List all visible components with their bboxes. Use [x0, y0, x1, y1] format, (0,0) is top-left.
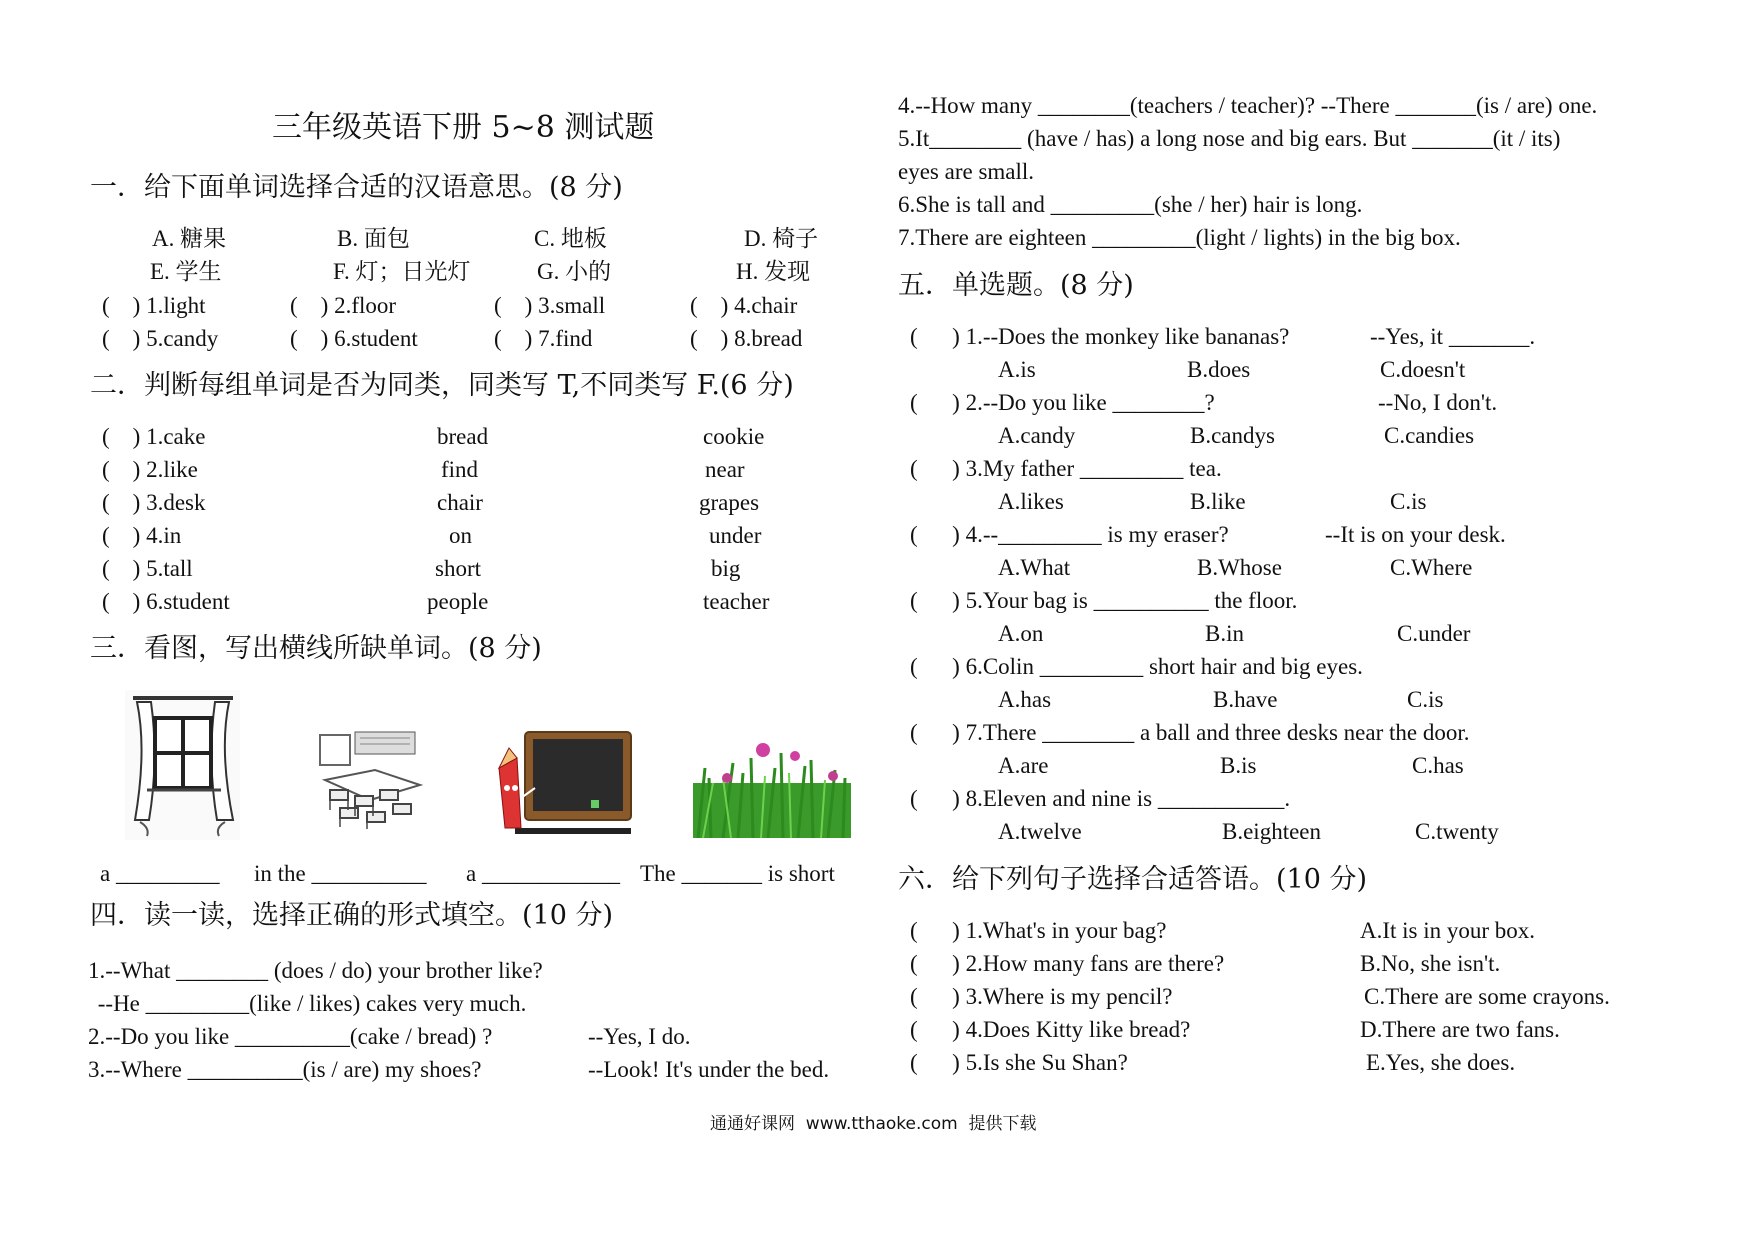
s2-row-word-c: grapes [699, 490, 760, 515]
s1-option-d: D. 椅子 [744, 226, 819, 251]
footer-credit: 通通好课网 www.tthaoke.com 提供下载 [710, 1114, 1037, 1134]
s5-question[interactable]: ( ) 5.Your bag is __________ the floor. [910, 588, 1298, 613]
s2-row-word-a[interactable]: ( ) 2.like [102, 457, 198, 482]
s5-option: A.on [998, 621, 1044, 646]
s1-item[interactable]: ( ) 5.candy [102, 326, 219, 351]
s5-option: C.is [1407, 687, 1444, 712]
page-title: 三年级英语下册 5~8 测试题 [272, 110, 655, 145]
s1-item[interactable]: ( ) 4.chair [690, 293, 798, 318]
s1-option-c: C. 地板 [534, 226, 607, 251]
s2-row-word-b: chair [437, 490, 483, 515]
s5-option: C.under [1397, 621, 1471, 646]
section-1-heading: 一．给下面单词选择合适的汉语意思。(8 分) [90, 172, 623, 203]
s1-option-e: E. 学生 [150, 259, 222, 284]
s2-row-word-b: people [427, 589, 489, 614]
s6-question[interactable]: ( ) 4.Does Kitty like bread? [910, 1017, 1191, 1042]
s6-question[interactable]: ( ) 1.What's in your bag? [910, 918, 1167, 943]
s4-line[interactable]: 7.There are eighteen _________(light / lights) in the big box. [898, 225, 1461, 250]
s5-option: B.in [1205, 621, 1244, 646]
s4-answer: --Yes, I do. [588, 1024, 691, 1049]
s3-caption-blackboard[interactable]: a ____________ [466, 861, 620, 886]
s5-option: C.is [1390, 489, 1427, 514]
window-picture [125, 690, 240, 840]
s2-row-word-c: under [709, 523, 762, 548]
s5-option: A.twelve [998, 819, 1082, 844]
s2-row-word-c: near [705, 457, 745, 482]
s4-line[interactable]: 6.She is tall and _________(she / her) hair is long. [898, 192, 1363, 217]
s5-option: B.have [1213, 687, 1278, 712]
section-5-heading: 五．单选题。(8 分) [898, 270, 1134, 301]
s5-option: B.does [1187, 357, 1251, 382]
s6-question[interactable]: ( ) 2.How many fans are there? [910, 951, 1225, 976]
s5-option: C.candies [1384, 423, 1475, 448]
s2-row-word-c: big [711, 556, 741, 581]
s3-caption-window[interactable]: a _________ [100, 861, 220, 886]
s5-option: A.has [998, 687, 1052, 712]
s6-answer: A.It is in your box. [1360, 918, 1536, 943]
section-6-heading: 六．给下列句子选择合适答语。(10 分) [898, 864, 1368, 895]
s5-option: C.twenty [1415, 819, 1499, 844]
s4-line[interactable]: 3.--Where __________(is / are) my shoes? [88, 1057, 482, 1082]
s5-option: B.like [1190, 489, 1246, 514]
s5-option: B.eighteen [1222, 819, 1321, 844]
s5-option: C.has [1412, 753, 1464, 778]
s5-question[interactable]: ( ) 3.My father _________ tea. [910, 456, 1222, 481]
s2-row-word-a[interactable]: ( ) 4.in [102, 523, 182, 548]
s2-row-word-b: find [441, 457, 479, 482]
s1-option-b: B. 面包 [337, 226, 410, 251]
classroom-picture [315, 730, 425, 830]
blackboard-picture [495, 728, 635, 840]
s1-item[interactable]: ( ) 7.find [494, 326, 593, 351]
s5-option: A.candy [998, 423, 1076, 448]
s6-answer: E.Yes, she does. [1366, 1050, 1516, 1075]
s2-row-word-b: short [435, 556, 481, 581]
s2-row-word-b: bread [437, 424, 489, 449]
s4-line: eyes are small. [898, 159, 1035, 184]
s5-option: C.Where [1390, 555, 1473, 580]
s5-option: A.are [998, 753, 1049, 778]
s1-item[interactable]: ( ) 3.small [494, 293, 606, 318]
section-3-heading: 三．看图，写出横线所缺单词。(8 分) [90, 633, 542, 664]
s5-question[interactable]: ( ) 7.There ________ a ball and three desks near the door. [910, 720, 1470, 745]
s6-answer: D.There are two fans. [1360, 1017, 1560, 1042]
s6-answer: C.There are some crayons. [1364, 984, 1610, 1009]
s5-question-answer: --No, I don't. [1378, 390, 1498, 415]
s4-line[interactable]: 4.--How many ________(teachers / teacher)? --There _______(is / are) one. [898, 93, 1598, 118]
s5-question[interactable]: ( ) 8.Eleven and nine is ___________. [910, 786, 1291, 811]
s4-line[interactable]: 5.It________ (have / has) a long nose and big ears. But _______(it / its) [898, 126, 1561, 151]
s5-question[interactable]: ( ) 4.--_________ is my eraser? [910, 522, 1229, 547]
s4-line[interactable]: 2.--Do you like __________(cake / bread) ? [88, 1024, 493, 1049]
s5-question[interactable]: ( ) 1.--Does the monkey like bananas? [910, 324, 1290, 349]
s1-option-h: H. 发现 [736, 259, 811, 284]
s2-row-word-b: on [449, 523, 472, 548]
s1-item[interactable]: ( ) 1.light [102, 293, 206, 318]
s5-option: C.doesn't [1380, 357, 1466, 382]
s4-line[interactable]: 1.--What ________ (does / do) your brother like? [88, 958, 543, 983]
s5-option: A.likes [998, 489, 1064, 514]
s3-caption-grass[interactable]: The _______ is short [640, 861, 835, 886]
s1-item[interactable]: ( ) 6.student [290, 326, 418, 351]
grass-picture [693, 738, 851, 838]
s5-option: A.What [998, 555, 1071, 580]
s6-question[interactable]: ( ) 5.Is she Su Shan? [910, 1050, 1128, 1075]
s3-caption-classroom[interactable]: in the __________ [254, 861, 427, 886]
s2-row-word-c: teacher [703, 589, 770, 614]
s5-question[interactable]: ( ) 6.Colin _________ short hair and big eyes. [910, 654, 1363, 679]
s2-row-word-a[interactable]: ( ) 5.tall [102, 556, 193, 581]
s5-option: B.is [1220, 753, 1257, 778]
s4-line[interactable]: --He _________(like / likes) cakes very much. [92, 991, 527, 1016]
s2-row-word-a[interactable]: ( ) 1.cake [102, 424, 206, 449]
s1-item[interactable]: ( ) 8.bread [690, 326, 803, 351]
s5-question[interactable]: ( ) 2.--Do you like ________? [910, 390, 1215, 415]
s1-option-g: G. 小的 [537, 259, 612, 284]
s1-option-f: F. 灯；日光灯 [333, 259, 471, 284]
s6-question[interactable]: ( ) 3.Where is my pencil? [910, 984, 1173, 1009]
s5-question-answer: --It is on your desk. [1325, 522, 1506, 547]
s5-question-answer: --Yes, it _______. [1370, 324, 1536, 349]
s4-answer: --Look! It's under the bed. [588, 1057, 830, 1082]
s1-item[interactable]: ( ) 2.floor [290, 293, 397, 318]
s6-answer: B.No, she isn't. [1360, 951, 1501, 976]
s5-option: A.is [998, 357, 1036, 382]
section-4-heading: 四．读一读，选择正确的形式填空。(10 分) [90, 900, 614, 931]
section-2-heading: 二．判断每组单词是否为同类，同类写 T,不同类写 F.(6 分) [90, 370, 794, 401]
s1-option-a: A. 糖果 [152, 226, 227, 251]
s2-row-word-a[interactable]: ( ) 3.desk [102, 490, 206, 515]
s5-option: B.candys [1190, 423, 1275, 448]
s2-row-word-a[interactable]: ( ) 6.student [102, 589, 230, 614]
s2-row-word-c: cookie [703, 424, 765, 449]
s5-option: B.Whose [1197, 555, 1282, 580]
